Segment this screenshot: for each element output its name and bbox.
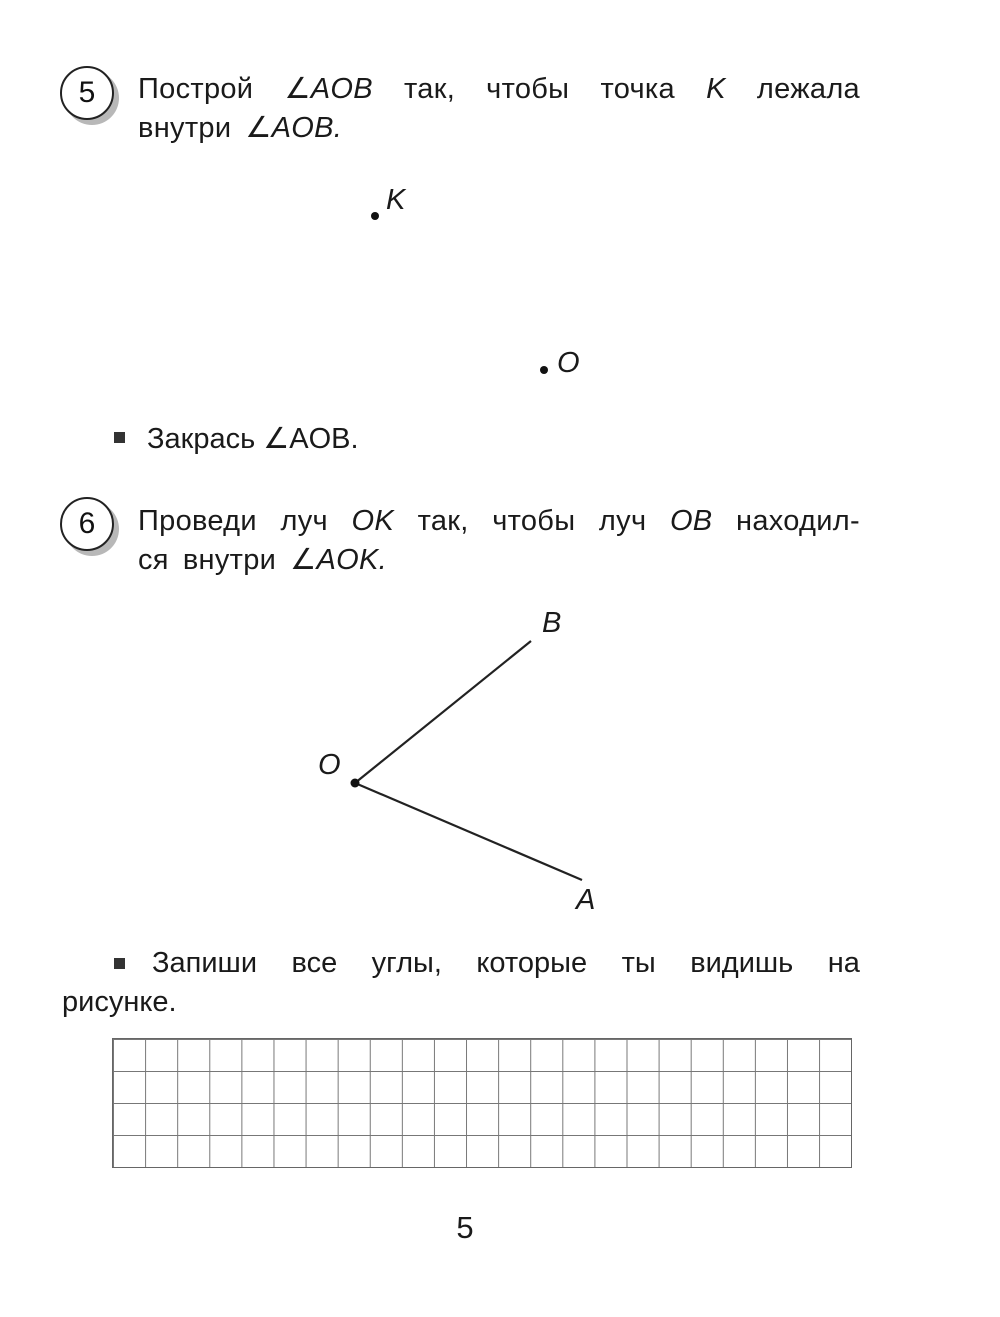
- label-o: O: [318, 749, 341, 781]
- ray-ob: [355, 641, 531, 783]
- answer-grid[interactable]: [112, 1038, 852, 1168]
- task-5-subtask-text: Закрась ∠AOB.: [147, 423, 359, 455]
- task-5-line-2: внутри ∠AOB.: [138, 112, 343, 144]
- point-k-label: K: [386, 184, 406, 216]
- ray-oa: [355, 783, 582, 880]
- task-6-subtask-line-2: рисунке.: [62, 986, 177, 1018]
- label-b: B: [542, 607, 562, 639]
- bullet-square: [114, 958, 125, 969]
- task-6-line-1: Проведи луч OK так, чтобы луч OB находил-: [138, 505, 860, 537]
- task-5-line-1: Построй ∠AOB так, чтобы точка K лежала: [138, 73, 860, 105]
- vertex-o-dot: [351, 779, 360, 788]
- label-a: A: [576, 884, 596, 916]
- task-6-number-text: 6: [78, 507, 96, 540]
- task-5-number-text: 5: [78, 76, 96, 109]
- task-6-subtask-line-1: Запиши все углы, которые ты видишь на: [62, 944, 860, 983]
- task-6-subtask: [62, 944, 860, 1022]
- point-o-label: O: [557, 347, 580, 379]
- task-6-line-2: ся внутри ∠AOK.: [138, 544, 387, 576]
- page-number: 5: [456, 1210, 474, 1245]
